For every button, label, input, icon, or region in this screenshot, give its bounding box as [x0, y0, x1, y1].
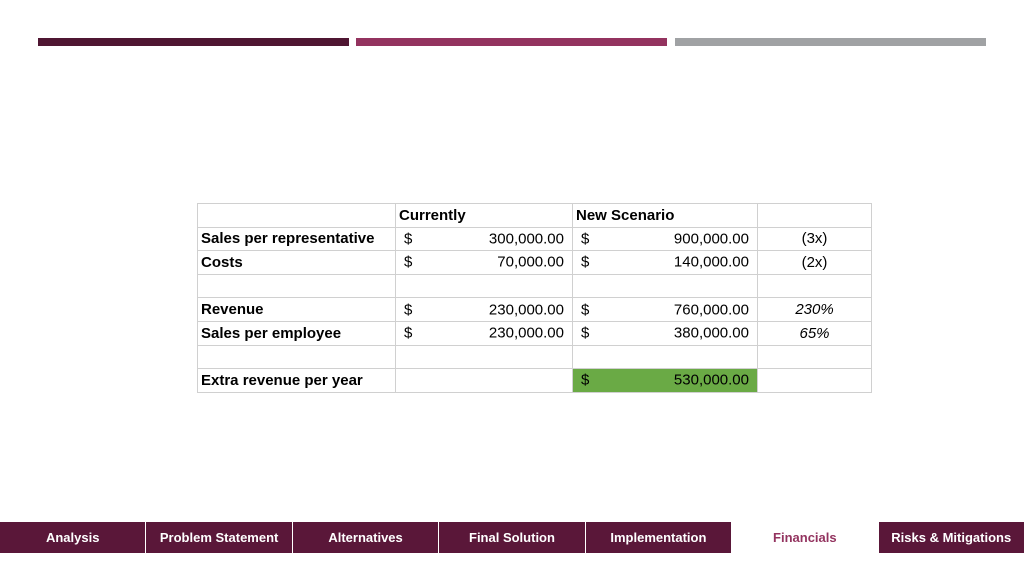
- table-row: [198, 321, 872, 345]
- extra-revenue-cell: [573, 369, 758, 393]
- nav-item-implementation[interactable]: Implementation: [586, 522, 732, 553]
- top-accent-bar-gray: [675, 38, 986, 46]
- nav-item-problem-statement[interactable]: Problem Statement: [146, 522, 292, 553]
- new-amount: 760,000.00: [673, 301, 749, 319]
- current-amount: 230,000.00: [488, 301, 564, 319]
- row-note: 230%: [758, 298, 872, 322]
- row-note: (2x): [758, 251, 872, 275]
- new-amount: 140,000.00: [673, 253, 749, 271]
- empty-cell: [198, 274, 396, 298]
- empty-cell: [758, 274, 872, 298]
- row-note: (3x): [758, 227, 872, 251]
- top-accent-bar-dark: [38, 38, 349, 46]
- extra-revenue-amount: 530,000.00: [673, 371, 749, 389]
- currency-symbol: $: [581, 253, 590, 271]
- nav-item-alternatives[interactable]: Alternatives: [293, 522, 439, 553]
- header-new-scenario: New Scenario: [573, 204, 758, 228]
- empty-cell: [573, 274, 758, 298]
- current-value-cell: [396, 251, 573, 275]
- table-header-row: [198, 204, 872, 228]
- new-value-cell: [573, 321, 758, 345]
- nav-item-financials[interactable]: Financials: [732, 522, 878, 553]
- currency-symbol: $: [581, 230, 590, 248]
- new-value-cell: [573, 227, 758, 251]
- row-label: Sales per representative: [198, 227, 396, 251]
- current-value-cell: [396, 321, 573, 345]
- new-amount: 380,000.00: [673, 324, 749, 342]
- empty-cell: [396, 345, 573, 369]
- row-label: Revenue: [198, 298, 396, 322]
- header-empty-cell: [198, 204, 396, 228]
- currency-symbol: $: [404, 301, 413, 319]
- current-amount: 230,000.00: [488, 324, 564, 342]
- header-note-cell: [758, 204, 872, 228]
- empty-cell: [198, 345, 396, 369]
- new-amount: 900,000.00: [673, 230, 749, 248]
- empty-cell: [758, 369, 872, 393]
- current-amount: 70,000.00: [497, 253, 564, 271]
- section-nav: [0, 522, 1024, 553]
- nav-item-final-solution[interactable]: Final Solution: [439, 522, 585, 553]
- nav-item-analysis[interactable]: Analysis: [0, 522, 146, 553]
- currency-symbol: $: [581, 371, 590, 389]
- empty-cell: [396, 369, 573, 393]
- table-row-total: [198, 369, 872, 393]
- table-row-empty: [198, 274, 872, 298]
- table-row: [198, 298, 872, 322]
- nav-item-risks-mitigations[interactable]: Risks & Mitigations: [879, 522, 1024, 553]
- empty-cell: [758, 345, 872, 369]
- row-label: Costs: [198, 251, 396, 275]
- row-note: 65%: [758, 321, 872, 345]
- financials-table: [197, 203, 872, 393]
- table-row-empty: [198, 345, 872, 369]
- row-label: Sales per employee: [198, 321, 396, 345]
- row-label: Extra revenue per year: [198, 369, 396, 393]
- table-row: [198, 227, 872, 251]
- empty-cell: [396, 274, 573, 298]
- currency-symbol: $: [581, 301, 590, 319]
- current-amount: 300,000.00: [488, 230, 564, 248]
- currency-symbol: $: [404, 253, 413, 271]
- top-accent-bar-magenta: [356, 38, 667, 46]
- header-currently: Currently: [396, 204, 573, 228]
- new-value-cell: [573, 298, 758, 322]
- currency-symbol: $: [581, 324, 590, 342]
- current-value-cell: [396, 298, 573, 322]
- table-row: [198, 251, 872, 275]
- new-value-cell: [573, 251, 758, 275]
- empty-cell: [573, 345, 758, 369]
- currency-symbol: $: [404, 230, 413, 248]
- currency-symbol: $: [404, 324, 413, 342]
- current-value-cell: [396, 227, 573, 251]
